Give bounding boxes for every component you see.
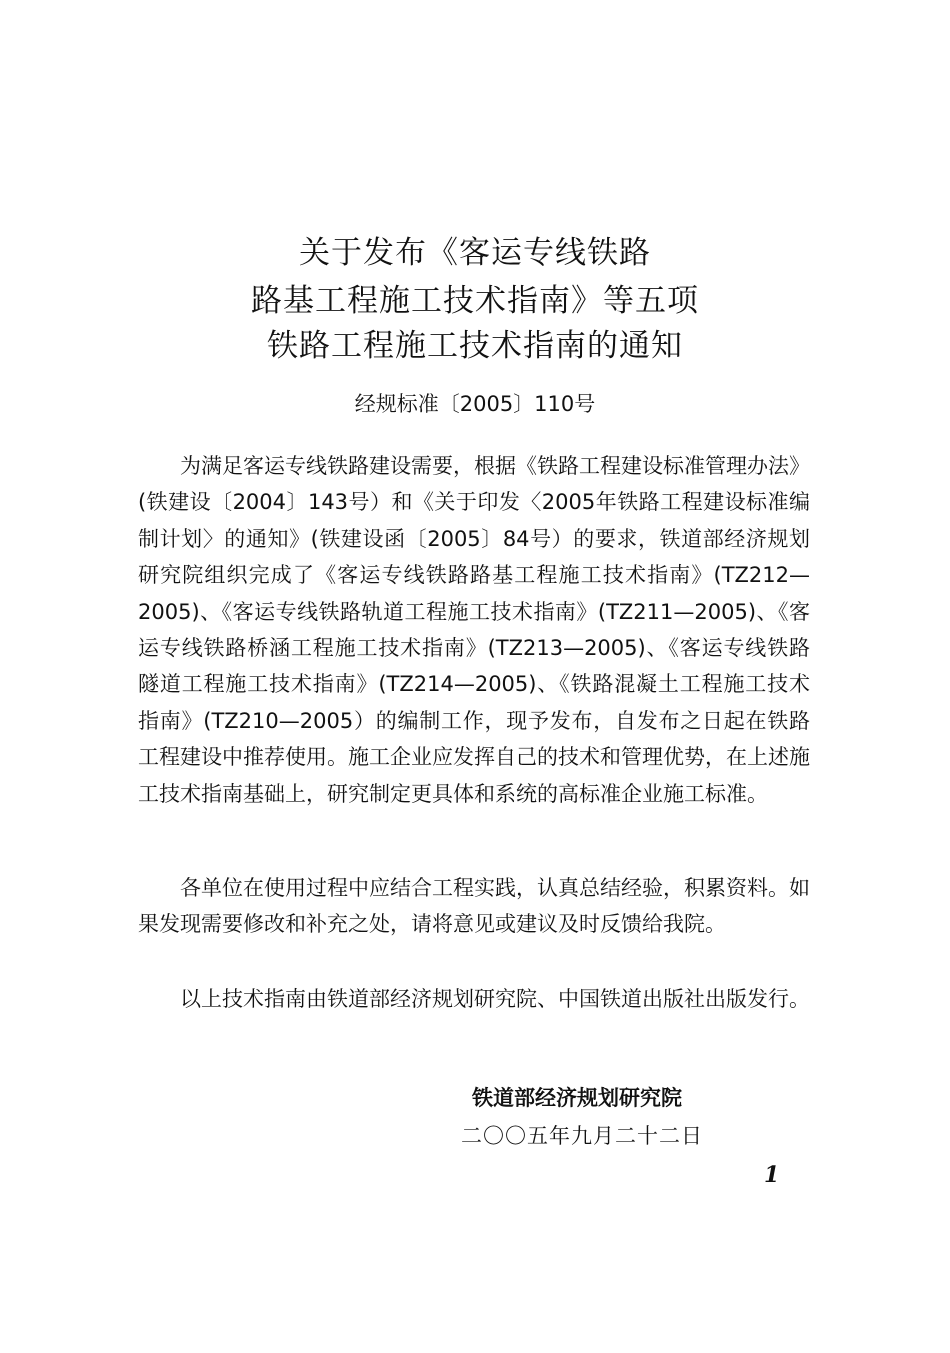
paragraph-2: 各单位在使用过程中应结合工程实践，认真总结经验，积累资料。如果发现需要修改和补充之处，请将意见或建议及时反馈给我院。 <box>138 876 810 937</box>
page-number: 1 <box>764 1162 780 1188</box>
paragraph-1: 为满足客运专线铁路建设需要，根据《铁路工程建设标准管理办法》(铁建设〔2004〕143号）和《关于印发〈2005年铁路工程建设标准编制计划〉的通知》(铁建设函〔2005〕84号）的要求，铁道部经济规划研究院组织完成了《客运专线铁路路基工程施工技术指南》(TZ212—2005)、《客运专线铁路轨道工程施工技术指南》(TZ211—2005)、《客运专线铁路桥涵工程施工技术指南》(TZ213—2005)、《客运专线铁路隧道工程施工技术指南》(TZ214—2005)、《铁路混凝土工程施工技术指南》(TZ210—2005）的编制工作，现予发布，自发布之日起在铁路工程建设中推荐使用。施工企业应发挥自己的技术和管理优势，在上述施工技术指南基础上，研究制定更具体和系统的高标准企业施工标准。 <box>138 454 810 806</box>
title-line-3: 铁路工程施工技术指南的通知 <box>267 328 683 364</box>
paragraph-3: 以上技术指南由铁道部经济规划研究院、中国铁道出版社出版发行。 <box>180 987 810 1011</box>
title-line-2: 路基工程施工技术指南》等五项 <box>251 283 699 319</box>
signature-date: 二〇〇五年九月二十二日 <box>461 1124 703 1148</box>
title-line-1: 关于发布《客运专线铁路 <box>299 235 651 271</box>
document-number: 经规标准〔2005〕110号 <box>354 392 596 416</box>
signature-organization: 铁道部经济规划研究院 <box>472 1086 682 1110</box>
